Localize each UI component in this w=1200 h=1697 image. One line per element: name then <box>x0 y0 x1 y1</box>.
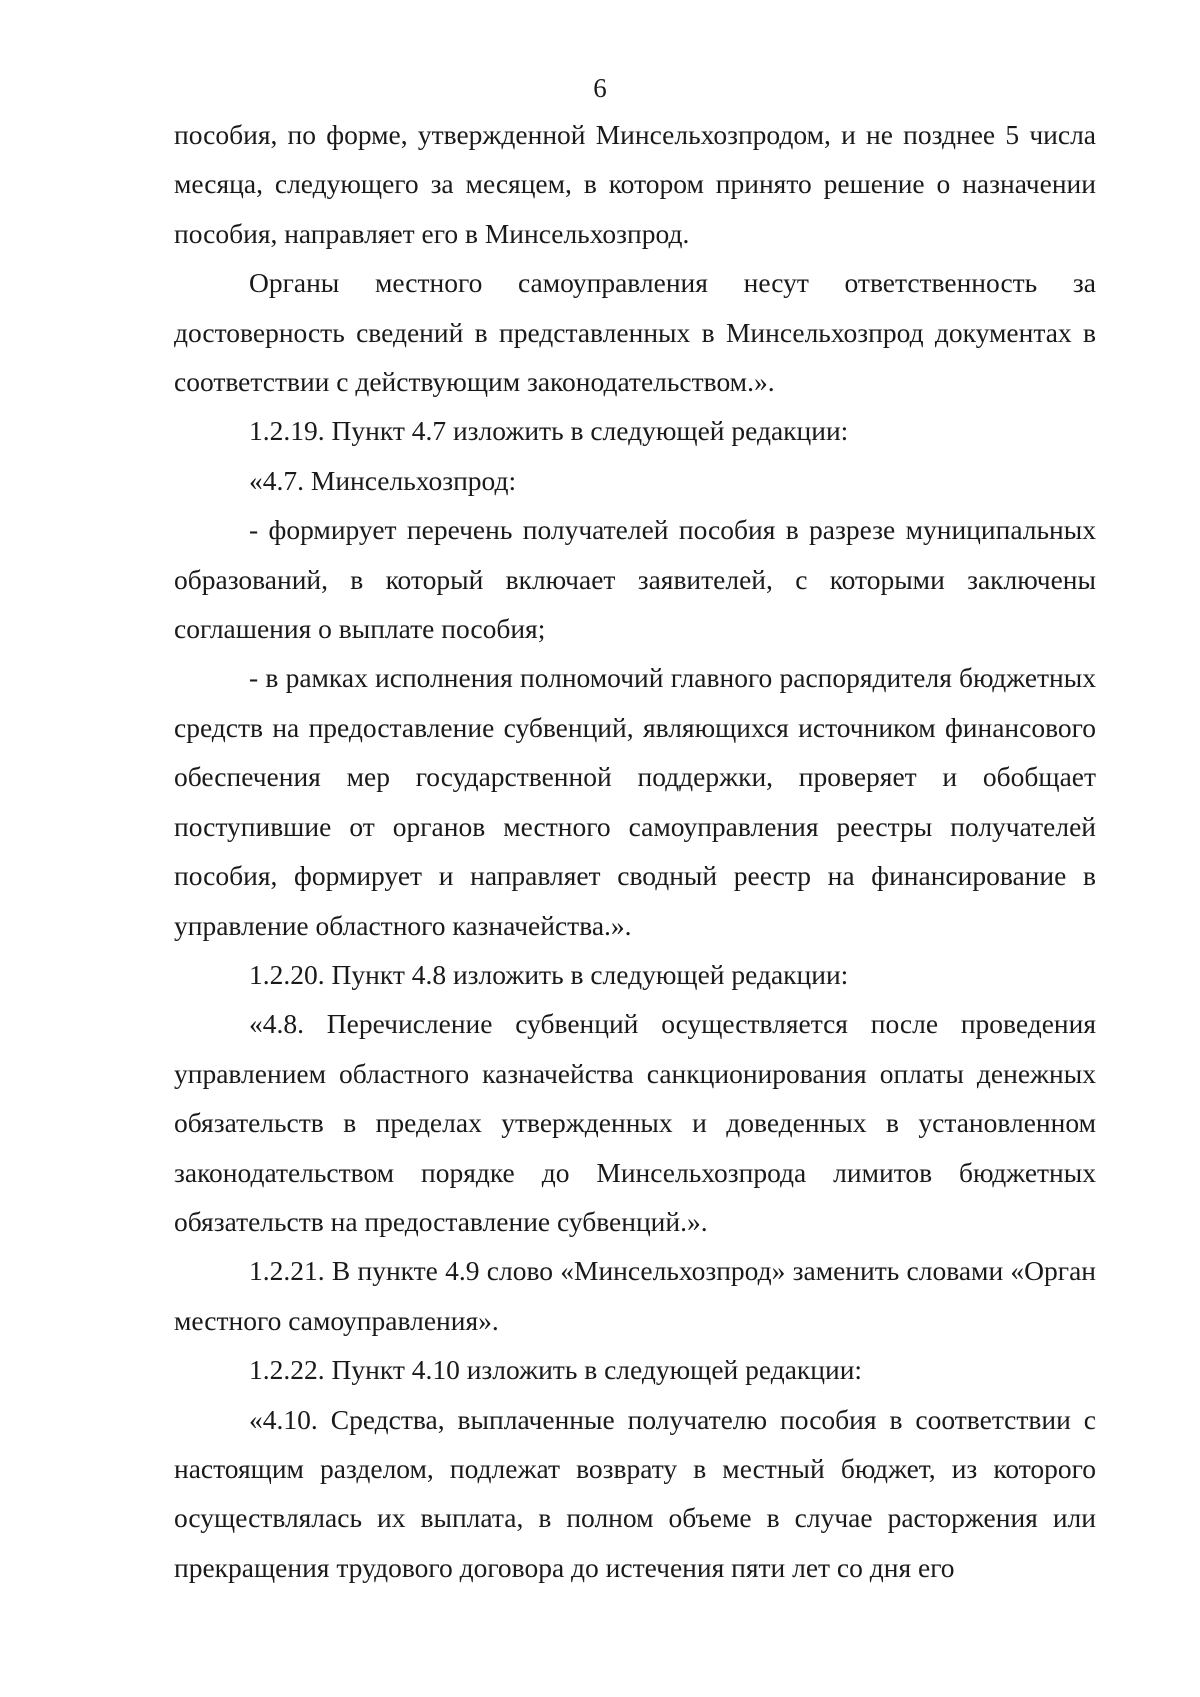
paragraph: «4.8. Перечисление субвенций осуществляется после проведения управлением областного казначейства санкционирования оплаты денежных обязательств в пределах утвержденных и доведенных в установленном законодательством порядке до Минсельхозпрода лимитов бюджетных обязательств на предоставление субвенций.». <box>174 1008 1096 1237</box>
page-number: 6 <box>593 73 607 103</box>
paragraph: «4.7. Минсельхозпрод: <box>249 464 517 496</box>
paragraph: Органы местного самоуправления несут ответственность за достоверность сведений в представленных в Минсельхозпрод документах в соответствии с действующим законодательством.». <box>174 267 1096 398</box>
document-body <box>174 110 1096 1592</box>
paragraph: 1.2.21. В пункте 4.9 слово «Минсельхозпрод» заменить словами «Орган местного самоуправления». <box>174 1255 1096 1336</box>
paragraph: 1.2.20. Пункт 4.8 изложить в следующей редакции: <box>249 958 849 990</box>
paragraph: - в рамках исполнения полномочий главного распорядителя бюджетных средств на предоставление субвенций, являющихся источником финансового обеспечения мер государственной поддержки, проверяет и обобщает поступившие от органов местного самоуправления реестры получателей пособия, формирует и направляет сводный реестр на финансирование в управление областного казначейства.». <box>174 662 1096 941</box>
paragraph: «4.10. Средства, выплаченные получателю пособия в соответствии с настоящим разделом, подлежат возврату в местный бюджет, из которого осуществлялась их выплата, в полном объеме в случае расторжения или прекращения трудового договора до истечения пяти лет со дня его <box>174 1403 1096 1583</box>
paragraph: - формирует перечень получателей пособия в разрезе муниципальных образований, в который включает заявителей, с которыми заключены соглашения о выплате пособия; <box>174 514 1096 645</box>
paragraph: 1.2.19. Пункт 4.7 изложить в следующей редакции: <box>249 415 849 447</box>
paragraph: пособия, по форме, утвержденной Минсельхозпродом, и не позднее 5 числа месяца, следующего за месяцем, в котором принято решение о назначении пособия, направляет его в Минсельхозпрод. <box>174 119 1096 249</box>
paragraph: 1.2.22. Пункт 4.10 изложить в следующей редакции: <box>249 1354 863 1386</box>
